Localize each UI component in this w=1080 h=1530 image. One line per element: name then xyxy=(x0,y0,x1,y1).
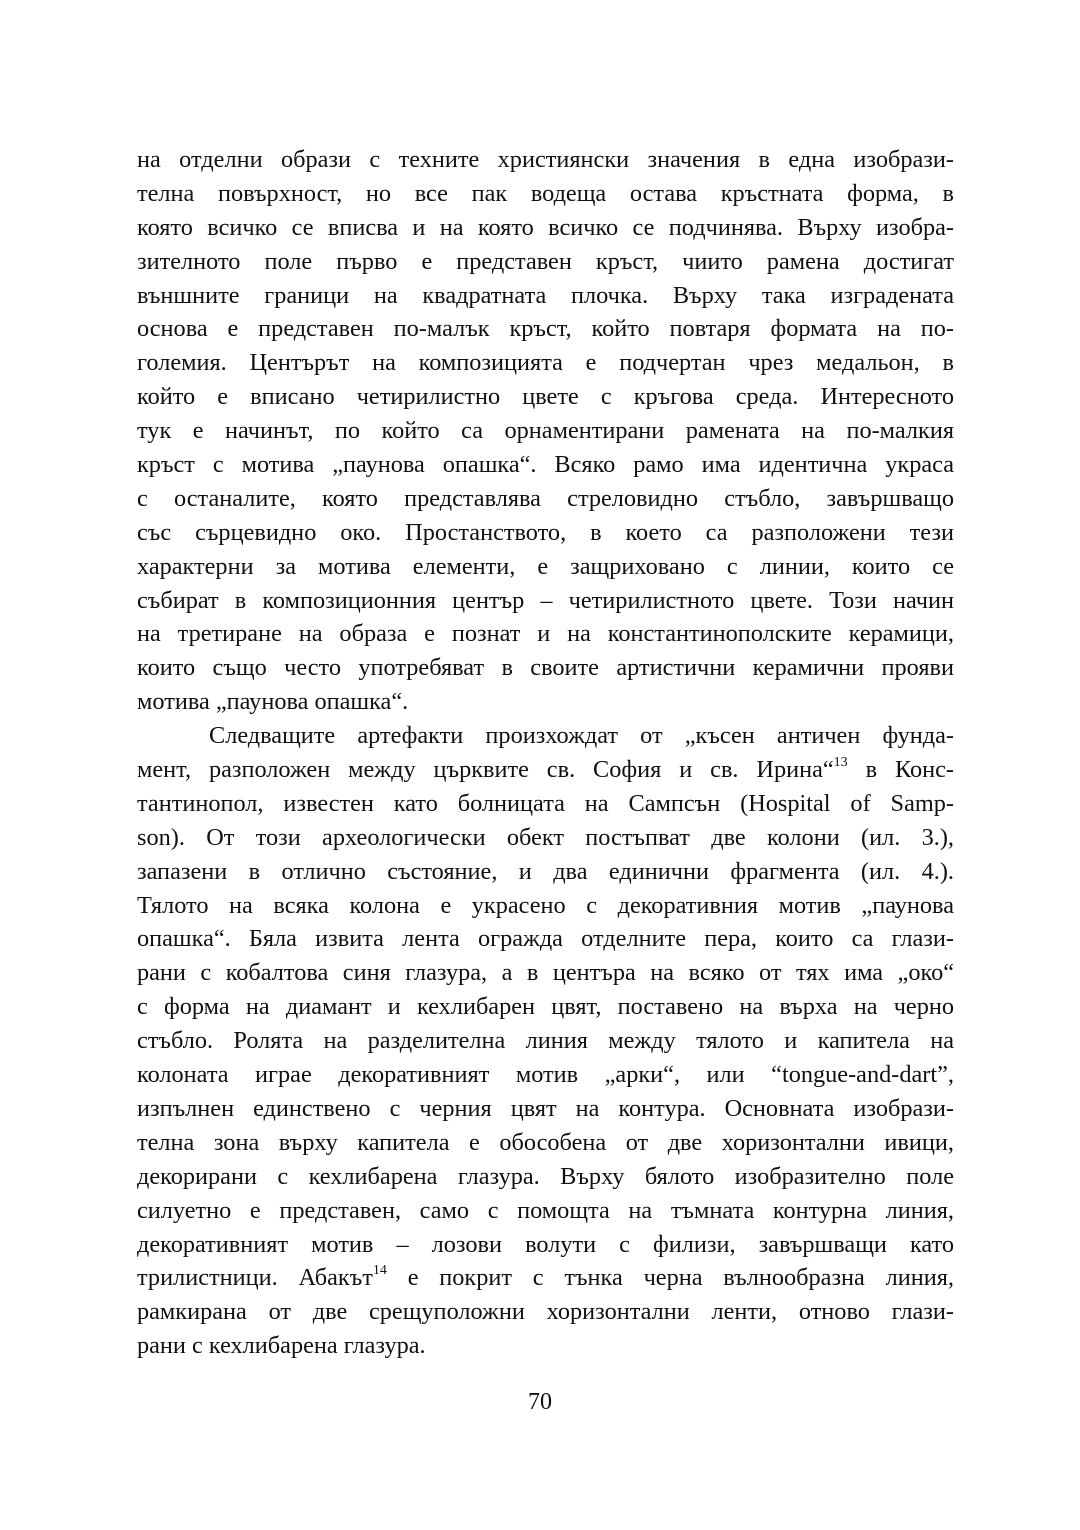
text-line: кръст с мотива „паунова опашка“. Всяко рамо има идентична украса xyxy=(137,451,954,479)
text-line: външните граници на квадратната плочка. Върху така изградената xyxy=(137,281,954,309)
text-line: опашка“. Бяла извита лента огражда отделните пера, които са глази- xyxy=(137,925,954,953)
paragraph-1 xyxy=(137,143,954,719)
text-line: характерни за мотива елементи, е защриховано с линии, които се xyxy=(137,552,954,580)
text-line: Тялото на всяка колона е украсено с декоративния мотив „паунова xyxy=(137,891,954,919)
text-line: с останалите, която представлява стреловидно стъбло, завършващо xyxy=(137,484,954,512)
text-line: зителното поле първо е представен кръст, чиито рамена достигат xyxy=(137,247,954,275)
text-line-with-footnote xyxy=(137,753,954,787)
text-line: Следващите артефакти произхождат от „късен античен фунда- xyxy=(209,722,954,750)
text-line: рани с кобалтова синя глазура, а в центъра на всяко от тях има „око“ xyxy=(137,959,954,987)
page-number: 70 xyxy=(528,1389,552,1415)
text-line: с форма на диамант и кехлибарен цвят, поставено на върха на черно xyxy=(137,993,954,1021)
text-line: която всичко се вписва и на която всичко се подчинява. Върху изобра- xyxy=(137,213,954,241)
text-line: тантинопол, известен като болницата на Сампсън (Hospital of Samp- xyxy=(137,789,954,817)
text-segment: в Конс- xyxy=(847,756,954,784)
text-line-with-footnote xyxy=(137,1261,954,1295)
text-line: големия. Центърът на композицията е подчертан чрез медальон, в xyxy=(137,349,954,377)
text-line: рамкирана от две срещуположни хоризонтални ленти, отново глази- xyxy=(137,1298,954,1326)
text-line: на третиране на образа е познат и на константинополските керамици, xyxy=(137,620,954,648)
text-line: рани с кехлибарена глазура. xyxy=(137,1332,426,1360)
text-segment: мент, разположен между църквите св. София и св. Ирина“ xyxy=(137,756,834,784)
text-line: колоната играе декоративният мотив „арки“, или “tongue-and-dart”, xyxy=(137,1061,954,1089)
text-line: декоративният мотив – лозови волути с филизи, завършващи като xyxy=(137,1230,954,1258)
text-line: декорирани с кехлибарена глазура. Върху бялото изобразително поле xyxy=(137,1162,954,1190)
footnote-ref-14[interactable]: 14 xyxy=(372,1263,387,1279)
text-line: събират в композиционния център – четирилистното цвете. Този начин xyxy=(137,586,954,614)
paragraph-2 xyxy=(137,719,954,1363)
text-segment: е покрит с тънка черна вълнообразна линия, xyxy=(386,1264,954,1292)
body-text xyxy=(137,143,954,1363)
text-line: на отделни образи с техните християнски значения в една изобрази- xyxy=(137,146,954,173)
text-segment: трилистници. Абакът xyxy=(137,1264,373,1292)
text-line: който е вписано четирилистно цвете с кръгова среда. Интересното xyxy=(137,383,954,411)
text-line: със сърцевидно око. Простанството, в което са разположени тези xyxy=(137,518,954,546)
text-line: телна зона върху капитела е обособена от две хоризонтални ивици, xyxy=(137,1128,954,1156)
text-line: които също често употребяват в своите артистични керамични прояви xyxy=(137,654,954,682)
text-line: тук е начинът, по който са орнаментирани рамената на по-малкия xyxy=(137,417,954,445)
text-line: son). От този археологически обект постъпват две колони (ил. 3.), xyxy=(137,823,954,851)
text-line: стъбло. Ролята на разделителна линия между тялото и капитела на xyxy=(137,1027,954,1055)
footnote-ref-13[interactable]: 13 xyxy=(833,754,848,770)
text-line: запазени в отлично състояние, и два единични фрагмента (ил. 4.). xyxy=(137,857,954,885)
text-line: изпълнен единствено с черния цвят на контура. Основната изобрази- xyxy=(137,1094,954,1122)
text-line: телна повърхност, но все пак водеща остава кръстната форма, в xyxy=(137,179,954,207)
text-line: силуетно е представен, само с помощта на тъмната контурна линия, xyxy=(137,1196,954,1224)
text-line: основа е представен по-малък кръст, който повтаря формата на по- xyxy=(137,315,954,343)
text-line: мотива „паунова опашка“. xyxy=(137,688,409,716)
